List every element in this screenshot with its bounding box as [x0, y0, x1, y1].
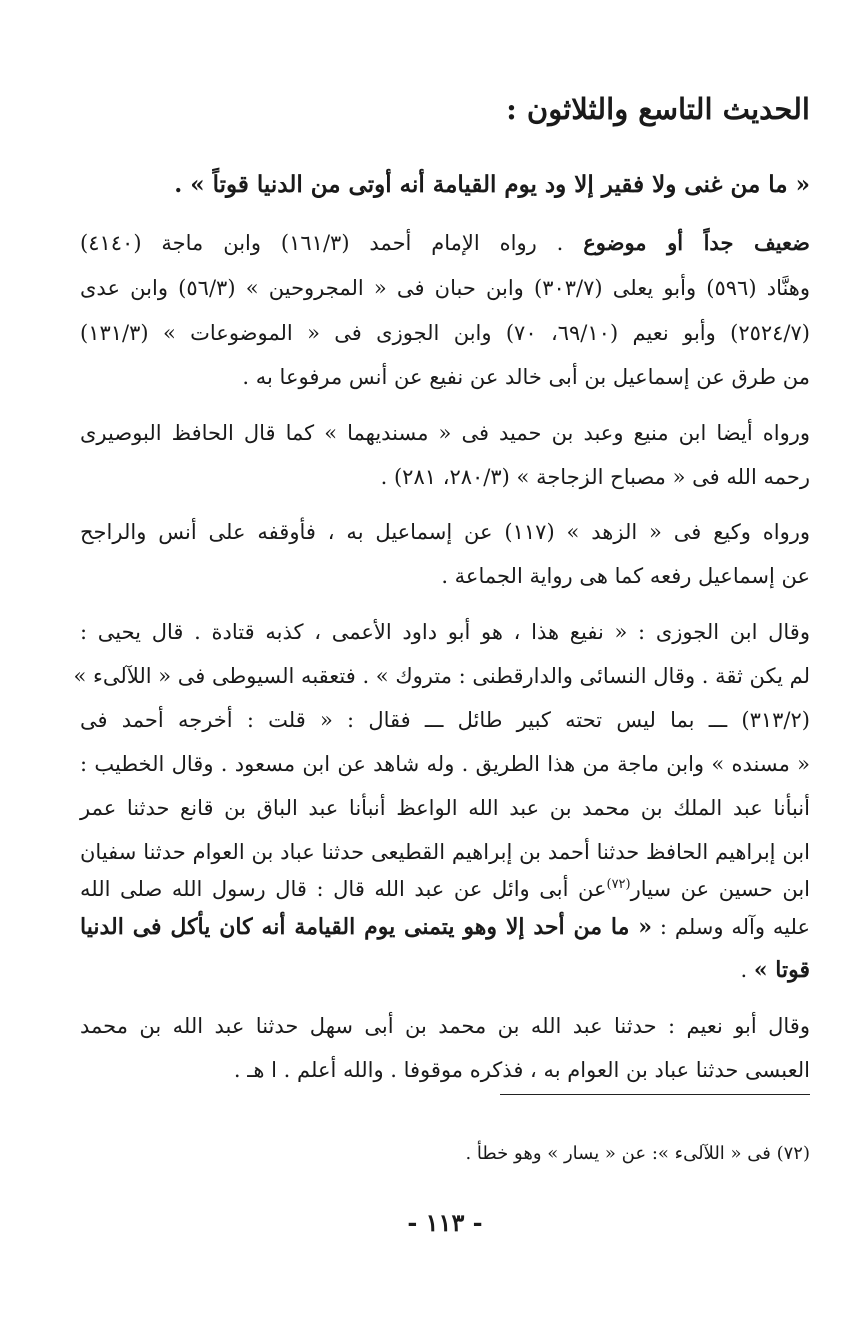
chapter-title: الحديث التاسع والثلاثون :: [506, 92, 810, 126]
footnote-reference: (٧٢): [606, 877, 631, 892]
grading-label: ضعيف جداً أو موضوع: [583, 230, 810, 255]
footnote: (٧٢) فى « اللآلىء »: عن « يسار » وهو خطأ .: [465, 1143, 810, 1164]
p5-line-1: وقال أبو نعيم : حدثنا عبد الله بن محمد بن أبى سهل حدثنا عبد الله بن محمد: [80, 1014, 810, 1038]
p3-line-2: عن إسماعيل رفعه كما هى رواية الجماعة .: [441, 564, 810, 588]
hadith-text: « ما من غنى ولا فقير إلا ود يوم القيامة أنه أوتى من الدنيا قوتاً » .: [174, 171, 810, 198]
p1-line-4: من طرق عن إسماعيل بن أبى خالد عن نفيع عن أنس مرفوعا به .: [242, 365, 810, 389]
p4-line-4: « مسنده » وابن ماجة من هذا الطريق . وله شاهد عن ابن مسعود . وقال الخطيب :: [80, 752, 810, 776]
p3-line-1: ورواه وكيع فى « الزهد » (١١٧) عن إسماعيل به ، فأوقفه على أنس والراجح: [80, 520, 810, 544]
p4-line-1: وقال ابن الجوزى : « نفيع هذا ، هو أبو داود الأعمى ، كذبه قتادة . قال يحيى :: [80, 620, 810, 644]
p1-line-1: [80, 228, 810, 258]
hadith-quote: « ما من أحد إلا وهو يتمنى يوم القيامة أنه كان يأكل فى الدنيا: [80, 914, 652, 940]
page-number: - ١١٣ -: [407, 1208, 483, 1237]
p4-line-3: (٣١٣/٢) ـــ بما ليس تحته كبير طائل ـــ فقال : « قلت : أخرجه أحمد فى: [80, 708, 810, 732]
p4-line-7-end: عن أبى وائل عن عبد الله قال : قال رسول الله صلى الله: [80, 877, 607, 901]
p4-line-7: [80, 870, 810, 904]
p5-line-2: العبسى حدثنا عباد بن العوام به ، فذكره موقوفا . والله أعلم . ا هـ .: [233, 1058, 810, 1082]
p1-line-1-rest: . رواه الإمام أحمد (١٦١/٣) وابن ماجة (٤١٤٠): [80, 231, 584, 255]
p4-line-5: أنبأنا عبد الملك بن محمد بن عبد الله الواعظ أنبأنا عبد الباق بن قانع حدثنا عمر: [80, 796, 810, 820]
p4-line-9: [80, 955, 810, 985]
p4-line-7-start: ابن حسين عن سيار: [630, 877, 811, 901]
p2-line-2: رحمه الله فى « مصباح الزجاجة » (٢٨٠/٣، ٢٨١) .: [380, 465, 810, 489]
p1-line-2: وهنَّاد (٥٩٦) وأبو يعلى (٣٠٣/٧) وابن حبان فى « المجروحين » (٥٦/٣) وابن عدى: [80, 276, 811, 300]
hadith-quote-end: قوتا »: [753, 957, 810, 983]
p4-line-6: ابن إبراهيم الحافظ حدثنا أحمد بن إبراهيم القطيعى حدثنا عباد بن العوام حدثنا سفيان: [80, 840, 810, 864]
book-page: [73, 0, 811, 1341]
p2-line-1: ورواه أيضا ابن منيع وعبد بن حميد فى « مسنديهما » كما قال الحافظ البوصيرى: [80, 421, 810, 445]
p4-line-2: لم يكن ثقة . وقال النسائى والدارقطنى : متروك » . فتعقبه السيوطى فى « اللآلىء »: [73, 664, 810, 688]
p4-line-8-start: عليه وآله وسلم :: [652, 915, 810, 939]
p4-line-9-rest: .: [740, 958, 754, 982]
footnote-divider: [500, 1094, 810, 1095]
p1-line-3: (٢٥٢٤/٧) وأبو نعيم (٦٩/١٠، ٧٠) وابن الجوزى فى « الموضوعات » (١٣١/٣): [80, 321, 810, 345]
p4-line-8: [80, 912, 810, 942]
